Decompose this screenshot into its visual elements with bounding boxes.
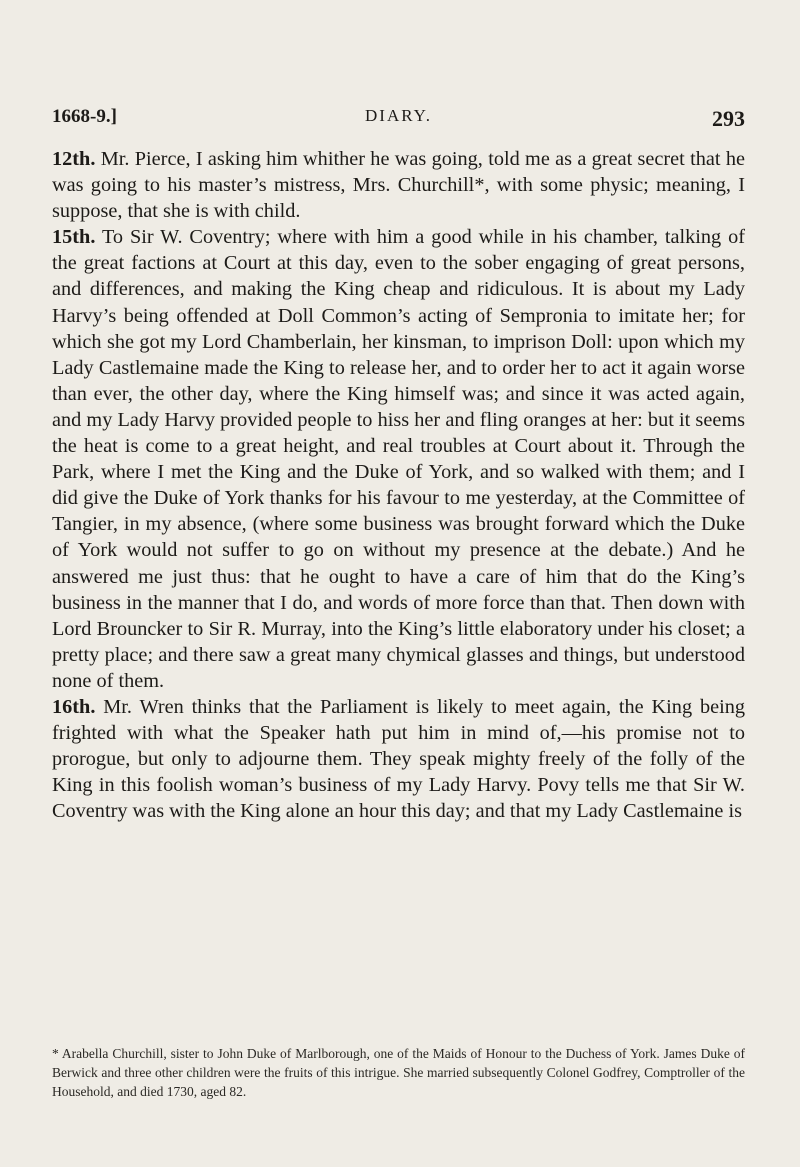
diary-entry-16th bbox=[52, 694, 745, 824]
entry-date: 12th. bbox=[52, 148, 96, 170]
page-number: 293 bbox=[712, 106, 745, 131]
running-header bbox=[52, 106, 745, 136]
header-title: DIARY. bbox=[365, 106, 432, 125]
entry-text: Mr. Wren thinks that the Parliament is likely to meet again, the King being frighted with what the Speaker hath put him in mind of,—his promise not to prorogue, but only to adjourne them. They speak mighty freely of the folly of the King in this foolish woman’s business of my Lady Harvy. Povy tells me that Sir W. Coventry was with the King alone an hour this day; and that my Lady Castlemaine is bbox=[52, 695, 746, 823]
entry-text: Mr. Pierce, I asking him whither he was going, told me as a great secret that he was going to his master’s mistress, Mrs. Churchill*, with some physic; meaning, I suppose, that she is with child. bbox=[52, 148, 745, 223]
entry-text: To Sir W. Coventry; where with him a good while in his chamber, talking of the great factions at Court at this day, even to the sober engaging of great persons, and differences, and making the King cheap and ridiculous. It is about my Lady Harvy’s being offended at Doll Common’s acting of Sempronia to imitate her; for which she got my Lord Chamberlain, her kinsman, to imprison Doll: upon which my Lady Castlemaine made the King to release her, and to order her to act it again worse than ever, the other day, where the King himself was; and since it was acted again, and my Lady Harvy provided people to hiss her and fling oranges at her: but it seems the heat is come to a great height, and real troubles at Court about it. Through the Park, where I met the King and the Duke of York, and so walked with them; and I did give the Duke of York thanks for his favour to me yesterday, at the Committee of Tangier, in my absence, (where some business was brought forward which the Duke of York would not suffer to go on without my presence at the debate.) And he answered me just thus: that he ought to have a care of him that do the King’s business in the manner that I do, and words of more force than that. Then down with Lord Brouncker to Sir R. Murray, into the King’s little elaboratory under his closet; a pretty place; and there saw a great many chymical glasses and things, but understood none of them. bbox=[52, 226, 745, 692]
entry-date: 16th. bbox=[52, 695, 96, 718]
footnote: * Arabella Churchill, sister to John Duke of Marlborough, one of the Maids of Honour to the Duchess of York. James Duke of Berwick and three other children were the fruits of this intrigue. She married subsequently Colonel Godfrey, Comptroller of the Household, and died 1730, aged 82. bbox=[52, 1046, 745, 1099]
diary-entry-15th bbox=[52, 224, 745, 694]
header-year-range: 1668-9.] bbox=[52, 106, 117, 127]
entry-date: 15th. bbox=[52, 226, 96, 249]
diary-entry-12th bbox=[52, 146, 745, 224]
diary-body bbox=[52, 146, 745, 824]
